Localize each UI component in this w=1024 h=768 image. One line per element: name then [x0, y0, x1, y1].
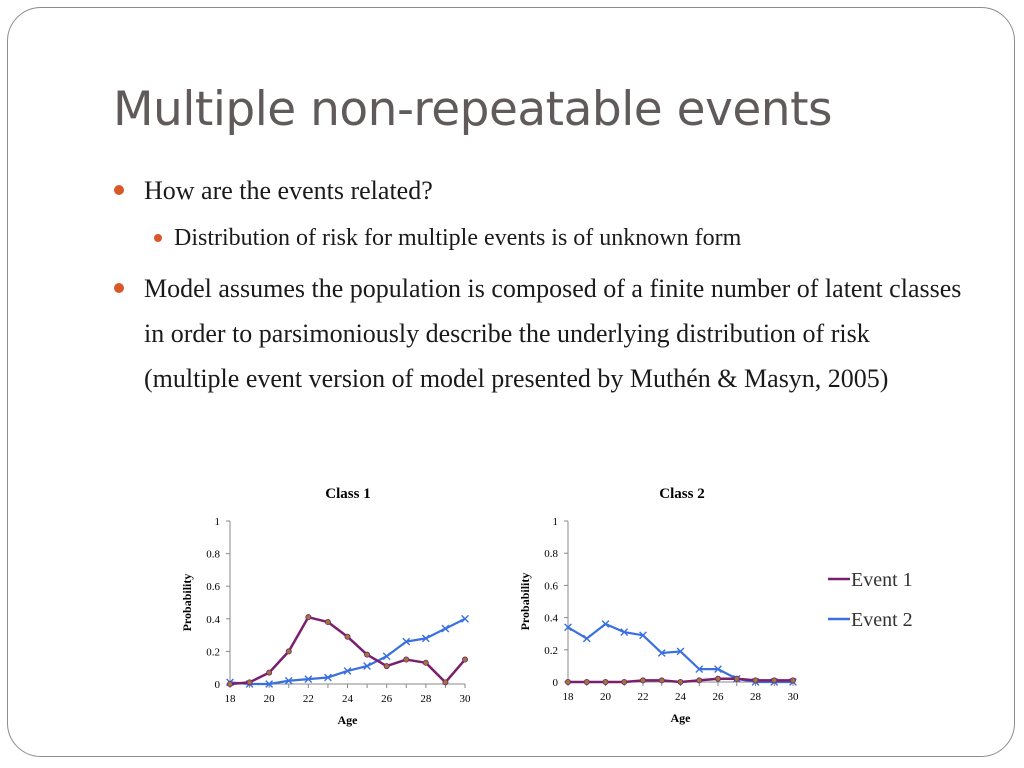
y-tick-label: 0 [552, 677, 558, 689]
chart-class-1 [180, 486, 471, 727]
data-point-event-2 [583, 635, 590, 642]
y-tick-label: 0.4 [206, 613, 220, 626]
data-point-event-1 [697, 678, 702, 683]
data-point-event-1 [640, 678, 645, 683]
y-tick-label: 0 [214, 679, 220, 691]
legend-label: Event 1 [851, 569, 913, 591]
x-tick-label: 18 [224, 693, 236, 705]
sub-bullet-text: Distribution of risk for multiple events is of unknown form [174, 225, 742, 251]
x-tick-label: 20 [600, 691, 611, 703]
x-tick-label: 26 [712, 691, 724, 703]
data-point-event-1 [384, 663, 389, 668]
data-point-event-1 [678, 679, 683, 684]
data-point-event-1 [565, 679, 570, 684]
y-axis-label: Probability [180, 573, 194, 632]
data-point-event-1 [772, 678, 777, 683]
data-point-event-1 [584, 679, 589, 684]
data-point-event-1 [306, 615, 311, 620]
data-point-event-1 [462, 657, 467, 662]
data-point-event-1 [443, 680, 448, 685]
data-point-event-1 [404, 657, 409, 662]
chart-title: Class 1 [325, 486, 371, 502]
chart-class-2 [518, 486, 799, 725]
x-tick-label: 24 [342, 693, 353, 705]
x-tick-label: 30 [787, 691, 799, 703]
y-tick-label: 1 [552, 516, 558, 528]
y-tick-label: 0.8 [206, 548, 220, 561]
y-tick-label: 0.2 [206, 646, 220, 659]
x-axis-label: Age [670, 711, 691, 725]
y-tick-label: 1 [214, 516, 220, 528]
data-point-event-1 [423, 660, 428, 665]
x-tick-label: 28 [420, 693, 432, 705]
x-tick-label: 30 [459, 693, 471, 705]
data-point-event-1 [325, 619, 330, 624]
chart-title: Class 2 [659, 486, 705, 502]
y-tick-label: 0.8 [544, 548, 558, 561]
x-tick-label: 22 [637, 691, 649, 703]
y-tick-label: 0.6 [206, 581, 220, 594]
data-point-event-1 [753, 678, 758, 683]
x-tick-label: 20 [263, 693, 275, 705]
data-point-event-1 [345, 634, 350, 639]
data-point-event-1 [734, 676, 739, 681]
slide-title: Multiple non-repeatable events [113, 82, 833, 137]
data-point-event-1 [622, 679, 627, 684]
y-tick-label: 0.2 [544, 644, 558, 657]
legend-label: Event 2 [851, 609, 913, 631]
bullet-text: How are the events related? [144, 176, 433, 205]
bullet-text: Model assumes the population is composed of a finite number of latent classes in order to parsimoniously describe the underlying distribution of risk (multiple event version of model presented by Muthén & Masyn, 2005) [144, 274, 962, 393]
data-point-event-1 [286, 649, 291, 654]
data-point-event-1 [267, 670, 272, 675]
data-point-event-1 [247, 680, 252, 685]
x-tick-label: 28 [750, 691, 761, 703]
series-line-event-1 [230, 617, 465, 684]
x-tick-label: 22 [302, 693, 314, 705]
x-tick-label: 26 [381, 693, 393, 705]
data-point-event-1 [603, 679, 608, 684]
data-point-event-1 [790, 678, 795, 683]
data-point-event-1 [227, 681, 232, 686]
legend [828, 569, 913, 631]
y-tick-label: 0.6 [544, 580, 558, 593]
y-axis-label: Probability [518, 572, 532, 631]
x-tick-label: 24 [675, 691, 686, 703]
data-point-event-1 [364, 652, 369, 657]
series-line-event-2 [568, 624, 793, 682]
data-point-event-1 [715, 676, 720, 681]
data-point-event-1 [659, 678, 664, 683]
y-tick-label: 0.4 [544, 612, 558, 625]
x-tick-label: 18 [562, 691, 574, 703]
x-axis-label: Age [337, 713, 358, 727]
